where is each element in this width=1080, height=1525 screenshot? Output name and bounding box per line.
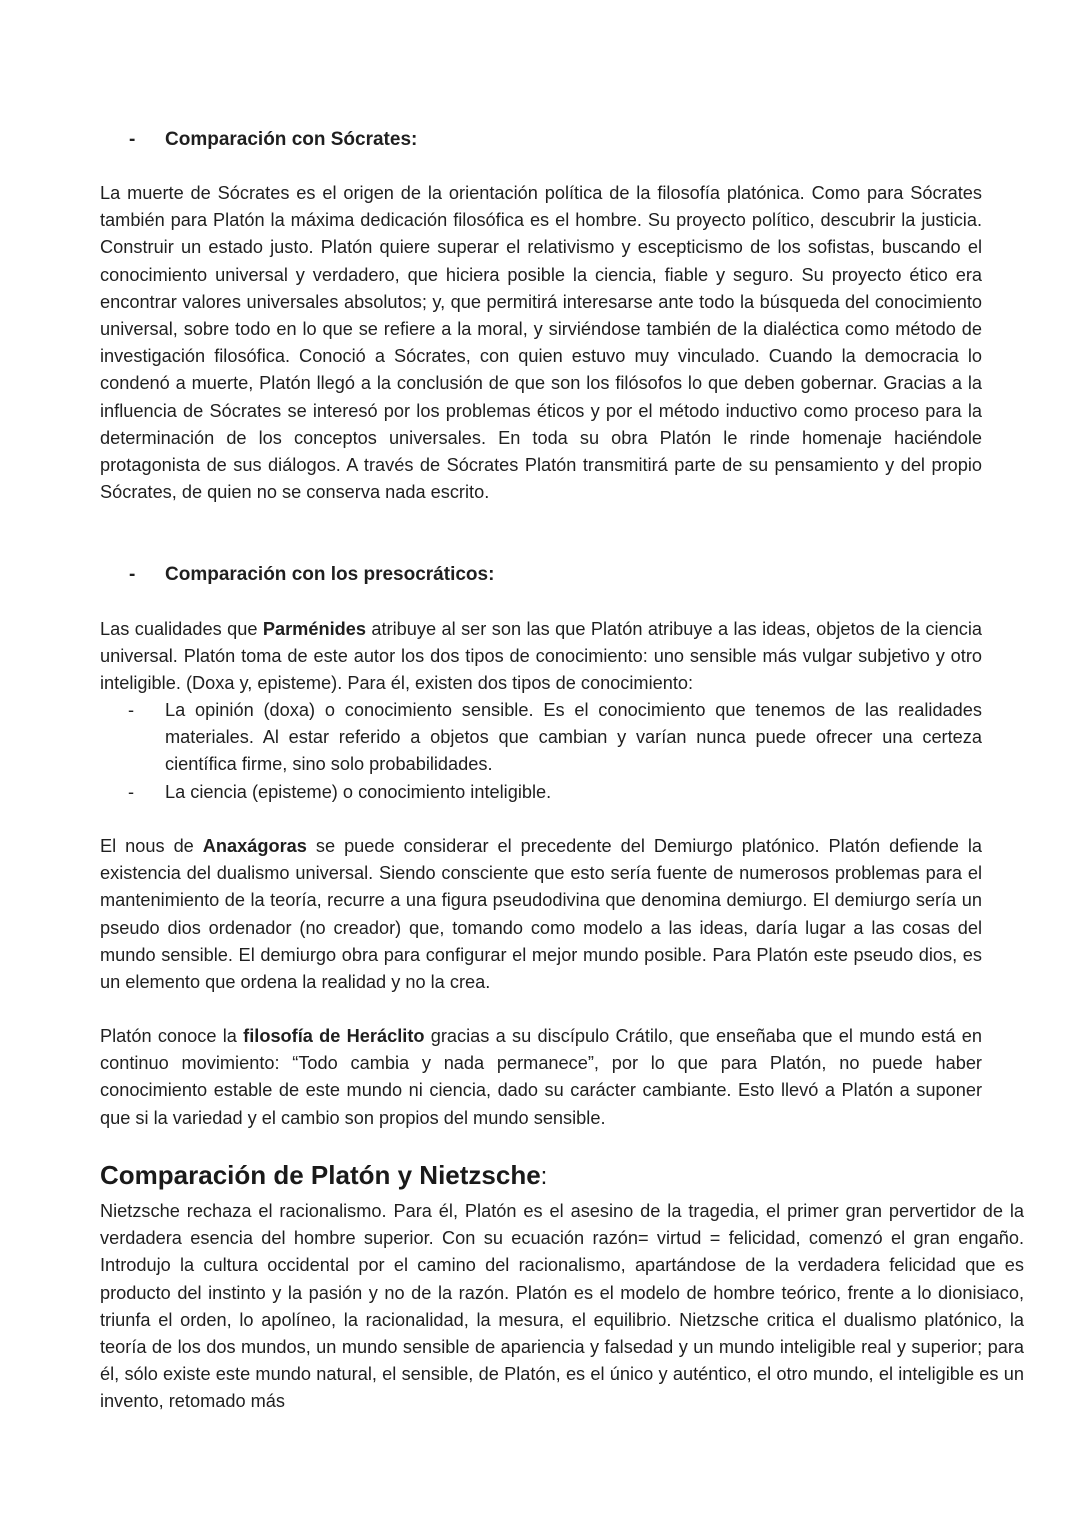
heading-socrates <box>129 126 417 153</box>
text: atribuye al ser son las que Platón atribuye a las ideas, objetos de la ciencia universal. Platón toma de este autor los dos tipos de conocimiento: uno sensible más vulgar subjetivo y otro inteligible. (Doxa y, episteme). Para él, existen dos tipos de conocimiento: <box>100 619 982 694</box>
text: Las cualidades que <box>100 619 263 639</box>
text: Platón conoce la <box>100 1026 244 1046</box>
heading-presocraticos <box>129 561 494 588</box>
paragraph-parmenides <box>100 616 982 698</box>
bullet-dash: - <box>128 700 135 720</box>
bold-heraclito: filosofía de Heráclito <box>243 1026 425 1046</box>
text: se puede considerar el precedente del Demiurgo platónico. Platón defiende la existencia del dualismo universal. Siendo consciente que esto sería fuente de numerosos problemas para el mantenimiento de la teoría, recurre a una figura pseudodivina que denomina demiurgo. El demiurgo sería un pseudo dios ordenador (no creador) que, tomando como modelo a las ideas, daría lugar a las cosas del mundo sensible. El demiurgo obra para configurar el mejor mundo posible. Para Platón este pseudo dios, es un elemento que ordena la realidad y no la crea. <box>100 836 982 993</box>
text: El nous de <box>100 836 203 856</box>
list-item <box>100 697 982 779</box>
paragraph-socrates: La muerte de Sócrates es el origen de la orientación política de la filosofía platónica. Como para Sócrates también para Platón la máxima dedicación filosófica es el hombre. Su proyecto político, descubrir la justicia. Construir un estado justo. Platón quiere superar el relativismo y escepticismo de los sofistas, buscando el conocimiento universal y verdadero, que hiciera posible la ciencia, fiable y seguro. Su proyecto ético era encontrar valores universales absolutos; y, que permitirá interesarse ante todo la búsqueda del conocimiento universal, sobre todo en lo que se refiere a la moral, y sirviéndose también de la dialéctica como método de investigación filosófica. Conoció a Sócrates, con quien estuvo muy vinculado. Cuando la democracia lo condenó a muerte, Platón llegó a la conclusión de que son los filósofos lo que deben gobernar. Gracias a la influencia de Sócrates se interesó por los problemas éticos y por el método inductivo como proceso para la determinación de los conceptos universales. En toda su obra Platón le rinde homenaje haciéndole protagonista de sus diálogos. A través de Sócrates Platón transmitirá parte de su pensamiento y del propio Sócrates, de quien no se conserva nada escrito. <box>100 183 982 503</box>
list-item <box>100 779 982 806</box>
paragraph-anaxagoras <box>100 833 982 996</box>
knowledge-list <box>100 697 982 806</box>
paragraph-heraclito <box>100 1023 982 1132</box>
bold-anaxagoras: Anaxágoras <box>202 836 307 856</box>
heading-presocraticos-text: Comparación con los presocráticos: <box>165 564 495 585</box>
section-title-text: Comparación de Platón y Nietzsche <box>100 1160 541 1190</box>
paragraph-nietzsche: Nietzsche rechaza el racionalismo. Para él, Platón es el asesino de la tragedia, el primer gran pervertidor de la verdadera esencia del hombre superior. Con su ecuación razón= virtud = felicidad, comenzó el gran engaño. Introdujo la cultura occidental por el camino del racionalismo, apartándose de la verdadera felicidad que es producto del instinto y la pasión y no de la razón. Platón es el modelo de hombre teórico, frente a lo dionisiaco, triunfa el orden, lo apolíneo, la racionalidad, la mesura, el equilibrio. Nietzsche critica el dualismo platónico, la teoría de los dos mundos, un mundo sensible de apariencia y falsedad y un mundo inteligible real y superior; para él, sólo existe este mundo natural, el sensible, de Platón, es el único y auténtico, el otro mundo, el inteligible es un invento, retomado más <box>100 1201 1024 1412</box>
list-item-text: La ciencia (episteme) o conocimiento inteligible. <box>165 781 552 802</box>
list-item-text: La opinión (doxa) o conocimiento sensible. Es el conocimiento que tenemos de las realidades materiales. Al estar referido a objetos que cambian y varían nunca puede ofrecer una certeza científica firme, sino solo probabilidades. <box>165 700 982 775</box>
heading-dash: - <box>129 564 136 585</box>
bold-parmenides: Parménides <box>262 619 366 639</box>
bullet-dash: - <box>128 781 135 802</box>
section-title-colon: : <box>540 1163 548 1190</box>
heading-dash: - <box>129 129 136 150</box>
text: gracias a su discípulo Crátilo, que enseñaba que el mundo está en continuo movimiento: “Todo cambia y nada permanece”, por lo que para Platón, no puede haber conocimiento estable de este mundo ni ciencia, dado su carácter cambiante. Esto llevó a Platón a suponer que si la variedad y el cambio son propios del mundo sensible. <box>100 1026 982 1128</box>
section-title-nietzsche <box>100 1159 547 1193</box>
heading-socrates-text: Comparación con Sócrates: <box>165 129 418 150</box>
